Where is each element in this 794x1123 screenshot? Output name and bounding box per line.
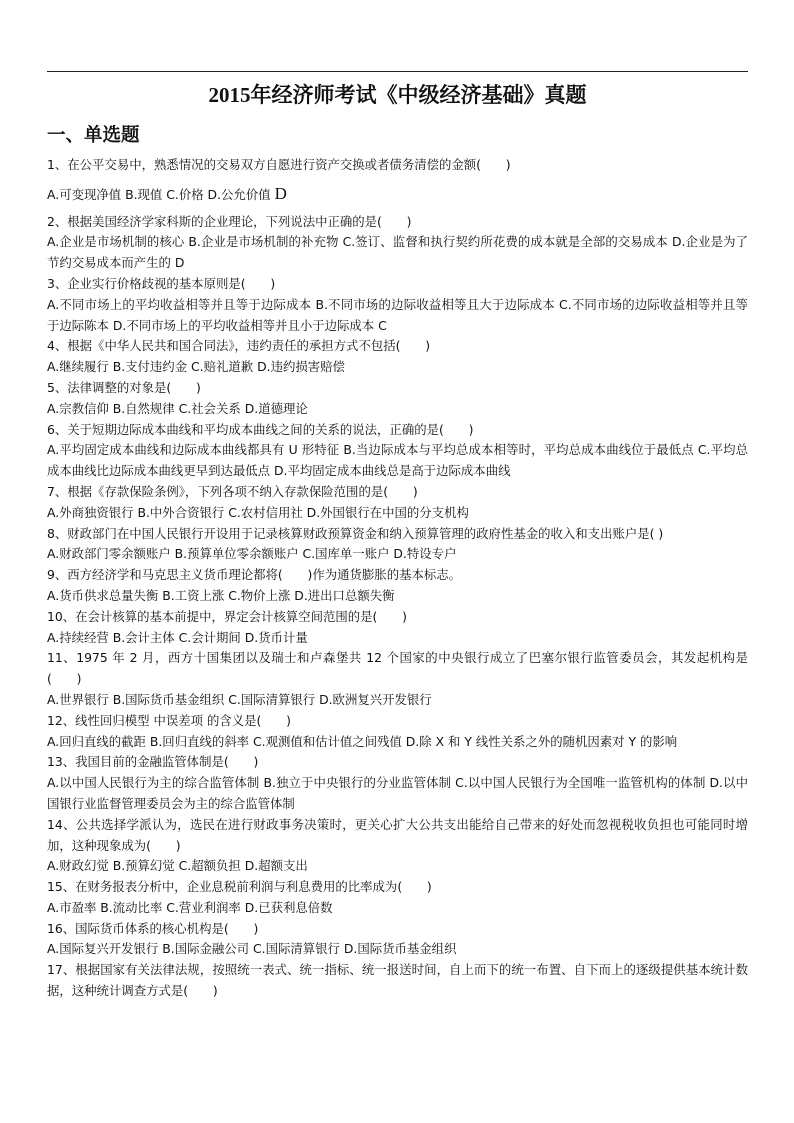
question-options: A.继续履行 B.支付违约金 C.赔礼道歉 D.违约损害赔偿 [47,359,345,375]
question-stem: 10、在会计核算的基本前提中，界定会计核算空间范围的是( ) [47,608,407,624]
question-stem: 14、公共选择学派认为，选民在进行财政事务决策时，更关心扩大公共支出能给自己带来的好处而忽视税收负担也可能同时增加，这种现象成为( ) [47,816,748,853]
question-stem: 17、根据国家有关法律法规，按照统一表式、统一指标、统一报送时间，自上而下的统一布置、自下而上的逐级提供基本统计数据，这种统计调查方式是( ) [47,962,748,999]
question-stem: 7、根据《存款保险条例》，下列各项不纳入存款保险范围的是( ) [47,483,418,499]
question-options: A.市盈率 B.流动比率 C.营业利润率 D.已获利息倍数 [47,899,333,915]
question-stem: 8、财政部门在中国人民银行开设用于记录核算财政预算资金和纳入预算管理的政府性基金的收入和支出账户是( ) [47,525,664,541]
question-options: A.持续经营 B.会计主体 C.会计期间 D.货币计量 [47,629,308,645]
question-stem: 3、企业实行价格歧视的基本原则是( ) [47,275,276,291]
question-options: A.宗教信仰 B.自然规律 C.社会关系 D.道德理论 [47,400,308,416]
question-options: A.世界银行 B.国际货币基金组织 C.国际清算银行 D.欧洲复兴开发银行 [47,691,432,707]
question-options: A.国际复兴开发银行 B.国际金融公司 C.国际清算银行 D.国际货币基金组织 [47,941,457,957]
question-list [47,155,748,1002]
question-options: A.企业是市场机制的核心 B.企业是市场机制的补充物 C.签订、监督和执行契约所花费的成本就是全部的交易成本 D.企业是为了节约交易成本而产生的 D [47,234,748,271]
question-stem: 16、国际货币体系的核心机构是( ) [47,920,259,936]
question-stem: 4、根据《中华人民共和国合同法》，违约责任的承担方式不包括( ) [47,338,431,354]
question-options: A.不同市场上的平均收益相等并且等于边际成本 B.不同市场的边际收益相等且大于边际成本 C.不同市场的边际收益相等并且等于边际陈本 D.不同市场上的平均收益相等并且小于边际成本 C [47,296,748,333]
section-heading: 一、单选题 [47,126,140,146]
question-stem: 13、我国目前的金融监管体制是( ) [47,754,259,770]
header-rule [47,71,748,72]
question-options: A.外商独资银行 B.中外合资银行 C.农村信用社 D.外国银行在中国的分支机构 [47,504,469,520]
question-options [47,184,748,206]
question-stem: 15、在财务报表分析中，企业息税前利润与利息费用的比率成为( ) [47,879,432,895]
question-stem: 9、西方经济学和马克思主义货币理论都将( )作为通货膨胀的基本标志。 [47,567,462,583]
question-options: A.以中国人民银行为主的综合监管体制 B.独立于中央银行的分业监管体制 C.以中国人民银行为全国唯一监管机构的体制 D.以中国银行业监督管理委员会为主的综合监管体制 [47,775,748,811]
question-stem: 5、法律调整的对象是( ) [47,379,201,395]
question-stem: 6、关于短期边际成本曲线和平均成本曲线之间的关系的说法，正确的是( ) [47,421,474,437]
question-stem: 12、线性回归模型 中误差项 的含义是( ) [47,712,291,728]
question-stem: 1、在公平交易中，熟悉情况的交易双方自愿进行资产交换或者债务清偿的金额( ) [47,157,511,172]
question-stem: 11、1975 年 2 月，西方十国集团以及瑞士和卢森堡共 12 个国家的中央银行成立了巴塞尔银行监管委员会，其发起机构是( ) [47,650,748,687]
question-options: A.财政幻觉 B.预算幻觉 C.超额负担 D.超额支出 [47,858,308,874]
answer-mark: D [274,183,287,203]
options-text: A.可变现净值 B.现值 C.价格 D.公允价值 [47,186,271,202]
question-options: A.财政部门零余额账户 B.预算单位零余额账户 C.国库单一账户 D.特设专户 [47,546,457,562]
question-options: A.平均固定成本曲线和边际成本曲线都具有 U 形特征 B.当边际成本与平均总成本相等时，平均总成本曲线位于最低点 C.平均总成本曲线比边际成本曲线更早到达最低点 D.平均固定成本曲线总是高于边际成本曲线 [47,442,748,479]
question-options: A.货币供求总量失衡 B.工资上涨 C.物价上涨 D.进出口总额失衡 [47,587,395,603]
question-stem: 2、根据美国经济学家科斯的企业理论，下列说法中正确的是( ) [47,213,412,229]
question-options: A.回归直线的截距 B.回归直线的斜率 C.观测值和估计值之间残值 D.除 X 和 Y 线性关系之外的随机因素对 Y 的影响 [47,733,678,749]
page-title: 2015年经济师考试《中级经济基础》真题 [208,83,587,107]
